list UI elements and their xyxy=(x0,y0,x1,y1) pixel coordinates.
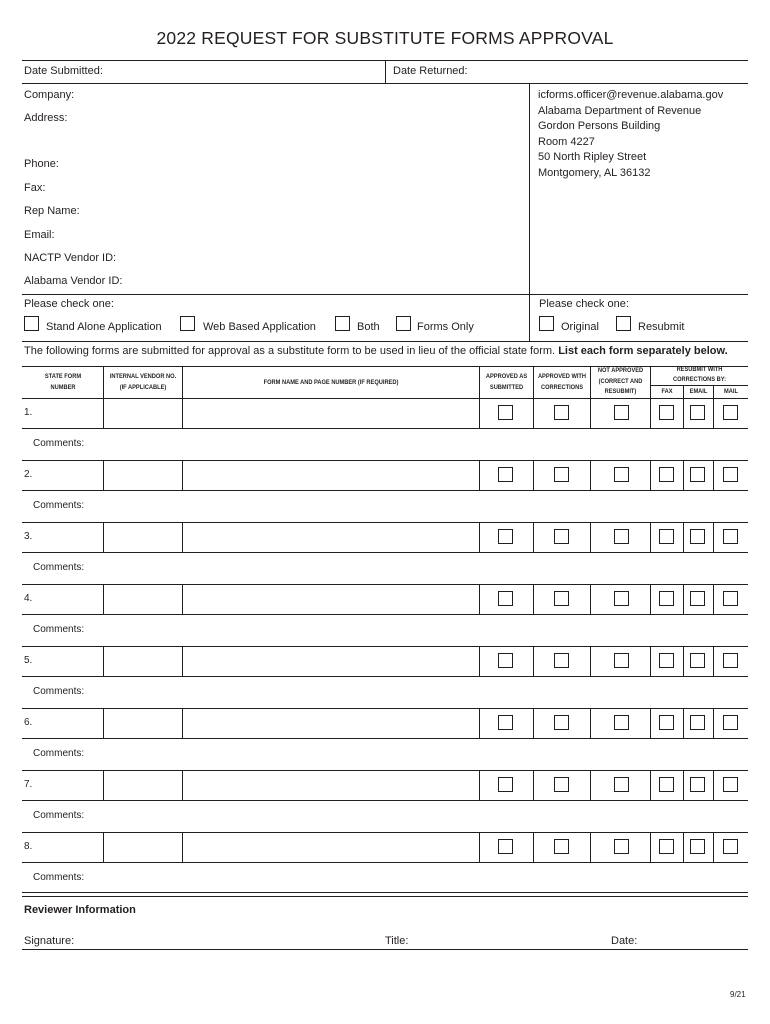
header-approved-line: SUBMITTED xyxy=(489,384,524,391)
header-resubmit-line: CORRECTIONS BY: xyxy=(672,376,727,383)
row-column-divider xyxy=(590,770,591,800)
form-name-field[interactable] xyxy=(183,709,478,737)
both-label: Both xyxy=(357,321,380,333)
intro-top-rule xyxy=(22,341,748,342)
row-bottom-rule xyxy=(22,428,748,429)
header-state-form-line: NUMBER xyxy=(50,384,76,391)
row-number: 5. xyxy=(24,655,33,666)
vendor-number-field[interactable] xyxy=(104,709,181,737)
table-header-divider xyxy=(683,385,684,398)
table-header-divider xyxy=(533,366,534,398)
row-column-divider xyxy=(650,584,651,614)
reviewer-top-rule-2 xyxy=(22,896,748,897)
row-column-divider xyxy=(479,584,480,614)
reviewer-bottom-rule xyxy=(22,949,748,950)
row-column-divider xyxy=(479,522,480,552)
row-bottom-rule xyxy=(22,862,748,863)
phone-label: Phone: xyxy=(24,158,59,170)
contact-building: Gordon Persons Building xyxy=(538,120,661,133)
form-name-field[interactable] xyxy=(183,771,478,799)
nactp-vendor-id-label: NACTP Vendor ID: xyxy=(24,252,117,264)
header-approved-line: APPROVED AS xyxy=(485,373,528,380)
not-approved-checkbox[interactable] xyxy=(614,653,629,668)
form-name-field[interactable] xyxy=(183,833,478,861)
date-submitted-label: Date Submitted: xyxy=(24,65,103,77)
header-bottom-rule xyxy=(22,83,748,84)
row-column-divider xyxy=(479,460,480,490)
approved-with-corrections-checkbox[interactable] xyxy=(554,591,569,606)
row-column-divider xyxy=(713,708,714,738)
not-approved-checkbox[interactable] xyxy=(614,529,629,544)
row-bottom-rule xyxy=(22,614,748,615)
row-column-divider xyxy=(713,770,714,800)
resubmit-checkbox[interactable] xyxy=(616,316,631,331)
header-not-approved-line: NOT APPROVED xyxy=(597,367,644,374)
header-approved-as-submitted xyxy=(482,371,531,393)
comments-field[interactable] xyxy=(100,741,746,767)
not-approved-checkbox[interactable] xyxy=(614,777,629,792)
header-resubmit-line: RESUBMIT WITH xyxy=(676,366,723,373)
row-column-divider xyxy=(479,708,480,738)
header-corrections-line: APPROVED WITH xyxy=(537,373,587,380)
row-column-divider xyxy=(650,708,651,738)
header-divider xyxy=(385,60,386,83)
row-number: 2. xyxy=(24,469,33,480)
vendor-number-field[interactable] xyxy=(104,399,181,427)
contact-city: Montgomery, AL 36132 xyxy=(538,166,651,179)
vendor-number-field[interactable] xyxy=(104,523,181,551)
original-checkbox[interactable] xyxy=(539,316,554,331)
intro-normal: The following forms are submitted for approval as a substitute form to be used in lieu of the official state form. xyxy=(24,345,556,357)
forms-only-checkbox[interactable] xyxy=(396,316,411,331)
row-bottom-rule xyxy=(22,552,748,553)
vendor-number-field[interactable] xyxy=(104,833,181,861)
not-approved-checkbox[interactable] xyxy=(614,715,629,730)
header-not-approved xyxy=(593,366,647,398)
web-based-label: Web Based Application xyxy=(203,321,316,333)
row-column-divider xyxy=(479,646,480,676)
comments-field[interactable] xyxy=(100,493,746,519)
header-approved-with-corrections xyxy=(536,371,588,393)
table-header-divider xyxy=(103,366,104,398)
intro-text xyxy=(24,345,728,357)
fax-label: Fax: xyxy=(24,182,46,194)
row-column-divider xyxy=(683,398,684,428)
row-bottom-rule xyxy=(22,490,748,491)
not-approved-checkbox[interactable] xyxy=(614,591,629,606)
row-column-divider xyxy=(479,832,480,862)
resubmit-email-checkbox[interactable] xyxy=(690,839,705,854)
alabama-vendor-id-label: Alabama Vendor ID: xyxy=(24,275,123,287)
comments-field[interactable] xyxy=(100,431,746,457)
form-name-field[interactable] xyxy=(183,585,478,613)
row-column-divider xyxy=(683,770,684,800)
row-column-divider xyxy=(533,460,534,490)
row-column-divider xyxy=(650,832,651,862)
check-one-label-left: Please check one: xyxy=(24,298,114,310)
resubmit-mail-checkbox[interactable] xyxy=(723,777,738,792)
table-header-divider xyxy=(713,385,714,398)
header-state-form-line: STATE FORM xyxy=(44,373,82,380)
row-column-divider xyxy=(590,522,591,552)
resubmit-email-checkbox[interactable] xyxy=(690,467,705,482)
stand-alone-label: Stand Alone Application xyxy=(46,321,162,333)
comments-label: Comments: xyxy=(33,686,85,697)
row-column-divider xyxy=(590,832,591,862)
resubmit-fax-checkbox[interactable] xyxy=(659,777,674,792)
comments-field[interactable] xyxy=(100,679,746,705)
table-header-divider xyxy=(479,366,480,398)
email-label: Email: xyxy=(24,229,55,241)
row-column-divider xyxy=(650,460,651,490)
resubmit-fax-checkbox[interactable] xyxy=(659,839,674,854)
resubmit-mail-checkbox[interactable] xyxy=(723,653,738,668)
date-label: Date: xyxy=(611,935,638,947)
vendor-number-field[interactable] xyxy=(104,585,181,613)
signature-label: Signature: xyxy=(24,935,75,947)
row-column-divider xyxy=(533,832,534,862)
header-form-name: FORM NAME AND PAGE NUMBER (IF REQUIRED) xyxy=(263,379,399,386)
row-column-divider xyxy=(590,584,591,614)
form-name-field[interactable] xyxy=(183,647,478,675)
comments-field[interactable] xyxy=(100,617,746,643)
resubmit-email-checkbox[interactable] xyxy=(690,653,705,668)
not-approved-checkbox[interactable] xyxy=(614,405,629,420)
comments-label: Comments: xyxy=(33,562,85,573)
company-label: Company: xyxy=(24,89,75,101)
row-column-divider xyxy=(590,398,591,428)
row-column-divider xyxy=(713,522,714,552)
header-email: EMAIL xyxy=(689,388,708,395)
comments-field[interactable] xyxy=(100,803,746,829)
resubmit-email-checkbox[interactable] xyxy=(690,529,705,544)
approved-with-corrections-checkbox[interactable] xyxy=(554,777,569,792)
row-number: 3. xyxy=(24,531,33,542)
header-not-approved-line: (CORRECT AND xyxy=(598,377,643,385)
page-title: 2022 REQUEST FOR SUBSTITUTE FORMS APPROVAL xyxy=(156,28,614,48)
title-label: Title: xyxy=(385,935,409,947)
approved-as-submitted-checkbox[interactable] xyxy=(498,839,513,854)
resubmit-label: Resubmit xyxy=(638,321,685,333)
row-column-divider xyxy=(533,646,534,676)
row-number: 1. xyxy=(24,407,33,418)
vendor-number-field[interactable] xyxy=(104,647,181,675)
resubmit-mail-checkbox[interactable] xyxy=(723,405,738,420)
both-checkbox[interactable] xyxy=(335,316,350,331)
row-column-divider xyxy=(533,770,534,800)
comments-field[interactable] xyxy=(100,865,746,891)
row-bottom-rule xyxy=(22,738,748,739)
row-column-divider xyxy=(533,398,534,428)
resubmit-fax-checkbox[interactable] xyxy=(659,467,674,482)
row-number: 8. xyxy=(24,841,33,852)
row-number: 4. xyxy=(24,593,33,604)
resubmit-mail-checkbox[interactable] xyxy=(723,529,738,544)
approved-as-submitted-checkbox[interactable] xyxy=(498,591,513,606)
reviewer-top-rule-1 xyxy=(22,892,748,893)
table-header-divider xyxy=(590,366,591,398)
row-bottom-rule xyxy=(22,676,748,677)
table-header-divider xyxy=(650,366,651,398)
row-column-divider xyxy=(533,584,534,614)
row-column-divider xyxy=(683,460,684,490)
resubmit-fax-checkbox[interactable] xyxy=(659,653,674,668)
vendor-number-field[interactable] xyxy=(104,461,181,489)
resubmit-fax-checkbox[interactable] xyxy=(659,715,674,730)
stand-alone-checkbox[interactable] xyxy=(24,316,39,331)
approved-as-submitted-checkbox[interactable] xyxy=(498,653,513,668)
row-column-divider xyxy=(683,832,684,862)
resubmit-fax-checkbox[interactable] xyxy=(659,529,674,544)
row-column-divider xyxy=(683,522,684,552)
not-approved-checkbox[interactable] xyxy=(614,467,629,482)
approved-with-corrections-checkbox[interactable] xyxy=(554,529,569,544)
row-column-divider xyxy=(683,646,684,676)
form-name-field[interactable] xyxy=(183,461,478,489)
row-bottom-rule xyxy=(22,800,748,801)
row-column-divider xyxy=(650,646,651,676)
row-number: 6. xyxy=(24,717,33,728)
row-column-divider xyxy=(533,522,534,552)
resubmit-mail-checkbox[interactable] xyxy=(723,839,738,854)
comments-label: Comments: xyxy=(33,438,85,449)
web-based-checkbox[interactable] xyxy=(180,316,195,331)
resubmit-email-checkbox[interactable] xyxy=(690,405,705,420)
original-label: Original xyxy=(561,321,599,333)
resubmit-fax-checkbox[interactable] xyxy=(659,591,674,606)
contact-address-block xyxy=(538,88,723,182)
address-label: Address: xyxy=(24,112,68,124)
form-name-field[interactable] xyxy=(183,523,478,551)
resubmit-mail-checkbox[interactable] xyxy=(723,467,738,482)
row-column-divider xyxy=(683,584,684,614)
header-vendor-no xyxy=(108,371,178,393)
approved-with-corrections-checkbox[interactable] xyxy=(554,839,569,854)
comments-field[interactable] xyxy=(100,555,746,581)
check-one-label-right: Please check one: xyxy=(539,298,629,310)
row-column-divider xyxy=(590,460,591,490)
row-column-divider xyxy=(479,770,480,800)
header-corrections-line: CORRECTIONS xyxy=(540,384,584,391)
approved-with-corrections-checkbox[interactable] xyxy=(554,467,569,482)
resubmit-email-checkbox[interactable] xyxy=(690,591,705,606)
form-name-field[interactable] xyxy=(183,399,478,427)
header-not-approved-line: RESUBMIT) xyxy=(604,388,637,395)
comments-label: Comments: xyxy=(33,810,85,821)
address-block-divider xyxy=(529,83,530,342)
intro-bold: List each form separately below. xyxy=(558,345,728,357)
comments-label: Comments: xyxy=(33,748,85,759)
check-section-rule xyxy=(22,294,748,295)
forms-only-label: Forms Only xyxy=(417,321,474,333)
date-returned-label: Date Returned: xyxy=(393,65,468,77)
row-column-divider xyxy=(713,398,714,428)
header-mail: MAIL xyxy=(724,388,738,395)
approved-with-corrections-checkbox[interactable] xyxy=(554,405,569,420)
approved-as-submitted-checkbox[interactable] xyxy=(498,529,513,544)
row-column-divider xyxy=(713,832,714,862)
not-approved-checkbox[interactable] xyxy=(614,839,629,854)
row-column-divider xyxy=(650,522,651,552)
resubmit-fax-checkbox[interactable] xyxy=(659,405,674,420)
row-column-divider xyxy=(590,646,591,676)
contact-email: icforms.officer@revenue.alabama.gov xyxy=(538,89,724,101)
approved-as-submitted-checkbox[interactable] xyxy=(498,715,513,730)
row-column-divider xyxy=(533,708,534,738)
table-header-divider xyxy=(182,366,183,398)
approved-as-submitted-checkbox[interactable] xyxy=(498,777,513,792)
approved-as-submitted-checkbox[interactable] xyxy=(498,405,513,420)
header-fax: FAX xyxy=(661,388,673,395)
comments-label: Comments: xyxy=(33,624,85,635)
row-column-divider xyxy=(590,708,591,738)
revision-date: 9/21 xyxy=(730,990,746,999)
header-resubmit-with xyxy=(655,365,744,385)
resubmit-mail-checkbox[interactable] xyxy=(723,591,738,606)
header-vendor-line: INTERNAL VENDOR NO. xyxy=(109,373,177,380)
contact-street: 50 North Ripley Street xyxy=(538,151,647,164)
row-column-divider xyxy=(713,646,714,676)
row-column-divider xyxy=(713,584,714,614)
approved-with-corrections-checkbox[interactable] xyxy=(554,653,569,668)
row-column-divider xyxy=(650,398,651,428)
vendor-number-field[interactable] xyxy=(104,771,181,799)
approved-as-submitted-checkbox[interactable] xyxy=(498,467,513,482)
row-column-divider xyxy=(713,460,714,490)
resubmit-mail-checkbox[interactable] xyxy=(723,715,738,730)
resubmit-email-checkbox[interactable] xyxy=(690,777,705,792)
rep-name-label: Rep Name: xyxy=(24,205,80,217)
row-number: 7. xyxy=(24,779,33,790)
approved-with-corrections-checkbox[interactable] xyxy=(554,715,569,730)
contact-room: Room 4227 xyxy=(538,135,595,148)
resubmit-email-checkbox[interactable] xyxy=(690,715,705,730)
reviewer-heading: Reviewer Information xyxy=(24,904,136,916)
contact-department: Alabama Department of Revenue xyxy=(538,104,702,117)
comments-label: Comments: xyxy=(33,872,85,883)
row-column-divider xyxy=(650,770,651,800)
header-vendor-line: (IF APPLICABLE) xyxy=(119,384,167,391)
comments-label: Comments: xyxy=(33,500,85,511)
header-state-form xyxy=(33,371,94,393)
row-column-divider xyxy=(479,398,480,428)
row-column-divider xyxy=(683,708,684,738)
